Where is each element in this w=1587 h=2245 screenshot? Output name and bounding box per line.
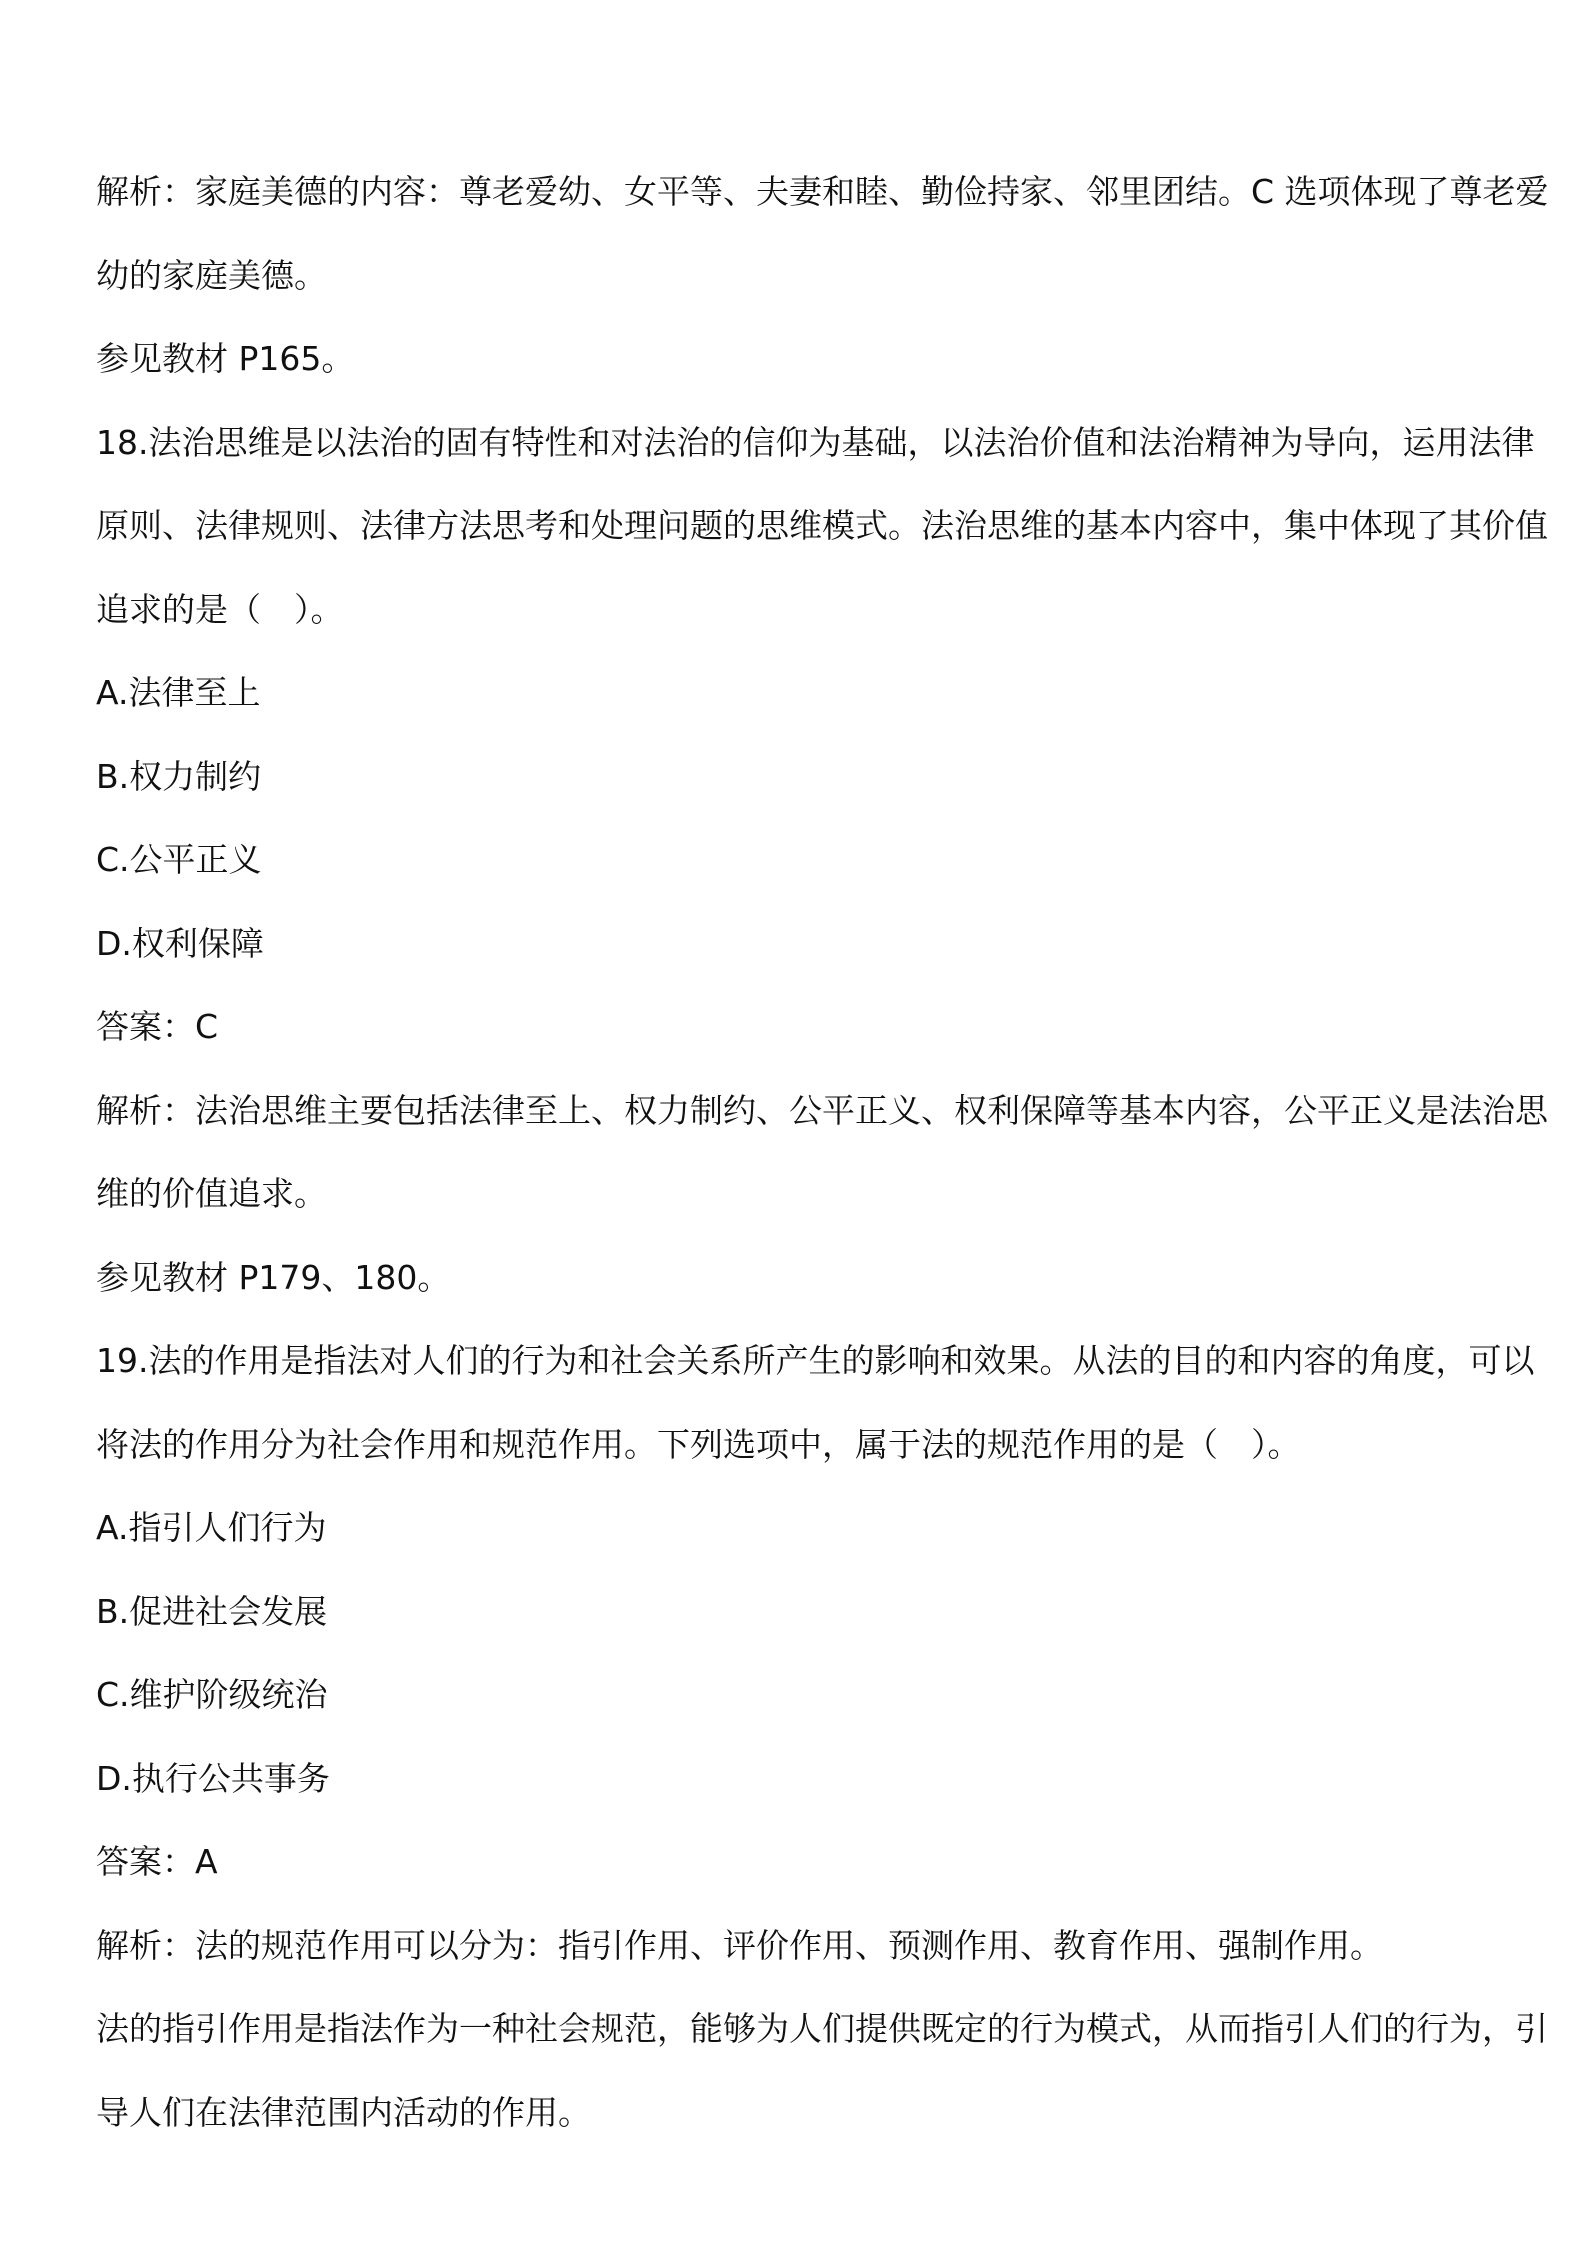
question-stem: 将法的作用分为社会作用和规范作用。下列选项中，属于法的规范作用的是（ ）。	[96, 1424, 1301, 1464]
text-line: 幼的家庭美德。	[96, 255, 327, 295]
question-stem: 追求的是（ ）。	[96, 589, 344, 629]
option-a: A.指引人们行为	[96, 1508, 327, 1547]
option-a: A.法律至上	[96, 673, 261, 712]
answer-line: 答案：C	[96, 1007, 219, 1046]
analysis-line: 维的价值追求。	[96, 1174, 327, 1213]
question-stem: 19.法的作用是指法对人们的行为和社会关系所产生的影响和效果。从法的目的和内容的角度，可以	[96, 1341, 1535, 1380]
text-line: 参见教材 P165。	[96, 339, 355, 378]
option-c: C.公平正义	[96, 840, 262, 879]
question-stem: 原则、法律规则、法律方法思考和处理问题的思维模式。法治思维的基本内容中，集中体现了其价值	[96, 506, 1548, 545]
option-b: B.权力制约	[96, 756, 262, 796]
option-d: D.权利保障	[96, 923, 264, 963]
reference-line: 参见教材 P179、180。	[96, 1257, 451, 1297]
analysis-line: 解析：法治思维主要包括法律至上、权力制约、公平正义、权利保障等基本内容，公平正义是法治思	[96, 1090, 1548, 1130]
question-stem: 18.法治思维是以法治的固有特性和对法治的信仰为基础，以法治价值和法治精神为导向，运用法律	[96, 422, 1535, 462]
analysis-line: 解析：法的规范作用可以分为：指引作用、评价作用、预测作用、教育作用、强制作用。	[96, 1925, 1383, 1965]
option-c: C.维护阶级统治	[96, 1675, 328, 1714]
analysis-line: 法的指引作用是指法作为一种社会规范，能够为人们提供既定的行为模式，从而指引人们的行为，引	[96, 2009, 1548, 2048]
option-b: B.促进社会发展	[96, 1591, 328, 1631]
text-line: 解析：家庭美德的内容：尊老爱幼、女平等、夫妻和睦、勤俭持家、邻里团结。C 选项体现了尊老爱	[96, 172, 1549, 211]
analysis-line: 导人们在法律范围内活动的作用。	[96, 2092, 591, 2132]
option-d: D.执行公共事务	[96, 1758, 330, 1798]
document-page	[96, 150, 1549, 2154]
answer-line: 答案：A	[96, 1842, 218, 1881]
